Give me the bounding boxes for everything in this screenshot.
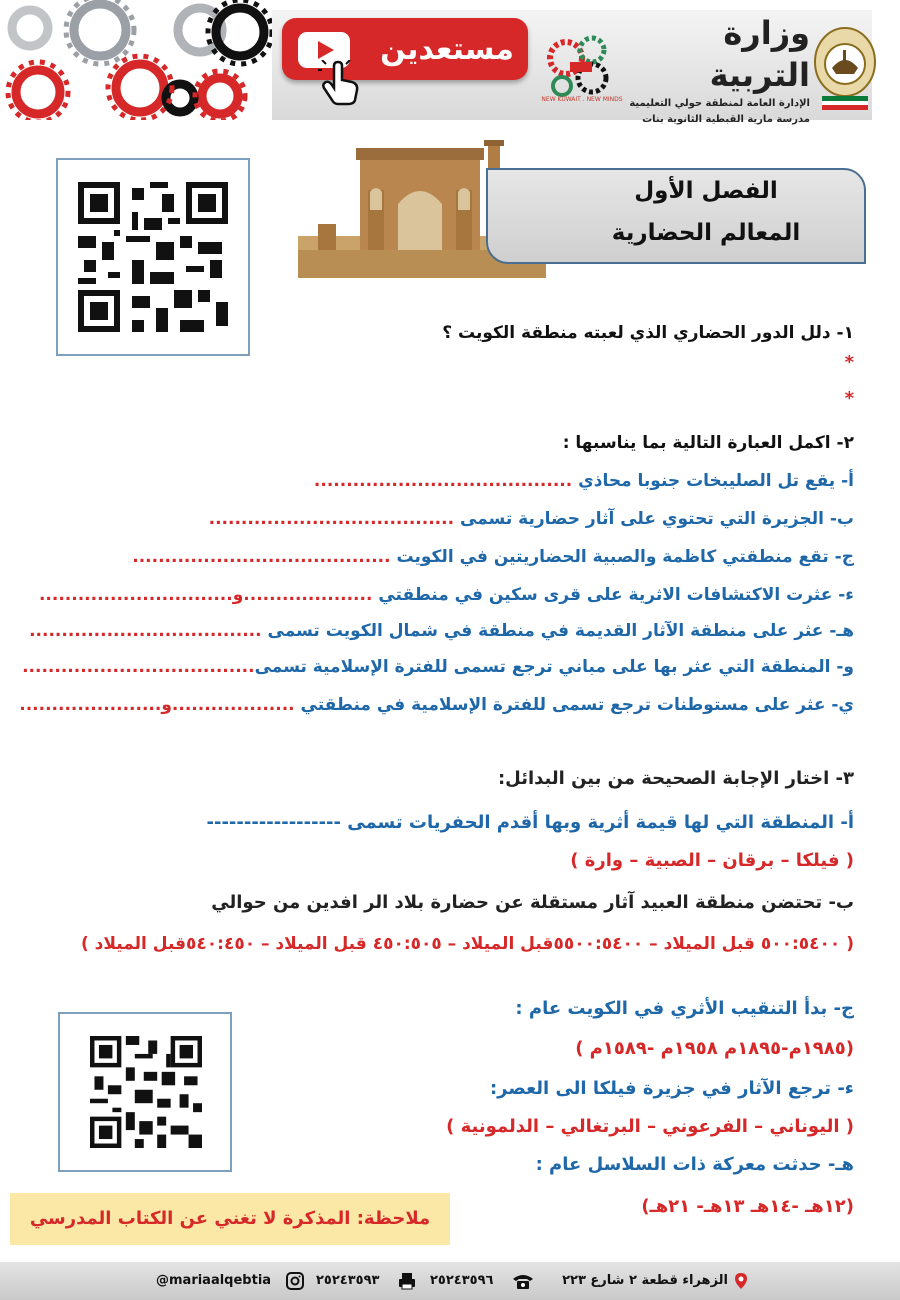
location-icon [732, 1272, 750, 1290]
footer-fax: ٢٥٢٤٣٥٩٣ [316, 1273, 380, 1288]
ministry-district: الإدارة العامة لمنطقة حولي التعليمية [629, 98, 810, 109]
page-header [0, 0, 900, 125]
question-2-item [39, 584, 854, 606]
question-3-text: ٣- اختار الإجابة الصحيحة من بين البدائل: [497, 768, 854, 789]
question-3d-options: ( اليوناني – الفرعوني – البرتغالي – الدلمونية ) [446, 1116, 854, 1137]
chapter-title-box [486, 168, 866, 264]
question-3b-options: ( ٥٠٠:٥٤٠٠ قبل الميلاد – ٥٥٠٠:٥٤٠٠قبل الميلاد – ٤٥٠:٥٠٥ قبل الميلاد – ٥٤٠:٤٥٠قبل الميلاد ) [80, 934, 854, 954]
instagram-icon [286, 1272, 304, 1290]
answer-dots: ...................................... [208, 509, 455, 529]
footer-phone: ٢٥٢٤٣٥٩٦ [430, 1273, 494, 1288]
question-2-item [132, 546, 854, 568]
question-3e-options: (١٢هـ -١٤هـ ١٣هـ- ٢١هـ) [641, 1196, 854, 1217]
footer-address: الزهراء قطعة ٢ شارع ٢٢٣ [562, 1273, 728, 1288]
new-kuwait-label: NEW KUWAIT . NEW MINDS [541, 96, 623, 103]
question-3d-text: ء- ترجع الآثار في جزيرة فيلكا الى العصر: [489, 1078, 854, 1099]
answer-dots: ....................و.............................. [38, 585, 373, 605]
question-1 [40, 320, 854, 410]
question-2 [40, 430, 854, 456]
question-3b-text: ب- تحتضن منطقة العبيد آثار مستقلة عن حضارة بلاد الر افدين من حوالي [211, 892, 854, 913]
answer-dots: .................................... [22, 657, 255, 677]
answer-bullet: * [844, 388, 854, 409]
question-3a-options: ( فيلكا – برقان – الصبية – وارة ) [570, 850, 854, 871]
hand-cursor-icon [318, 60, 364, 106]
kuwait-emblem-icon [812, 22, 878, 110]
question-3c-text: ج- بدأ التنقيب الأثري في الكويت عام : [515, 998, 854, 1019]
question-2-item [22, 656, 854, 678]
answer-dots: ...................و...................... [19, 695, 295, 715]
question-2-item [209, 508, 854, 530]
qr-code-icon[interactable] [90, 1036, 202, 1148]
school-name: مدرسة مارية القبطية الثانوية بنات [642, 114, 810, 125]
question-3c-options: (١٩٨٥م-١٨٩٥م ١٩٥٨م -١٥٨٩م ) [575, 1038, 854, 1059]
question-2-text: ٢- اكمل العبارة التالية بما يناسبها : [562, 433, 854, 453]
new-kuwait-logo-icon [540, 28, 620, 106]
item-text: هـ- عثر على منطقة الآثار القديمة في منطقة في شمال الكويت تسمى [261, 621, 854, 641]
item-text: ي- عثر على مستوطنات ترجع تسمى للفترة الإسلامية في منطقتي [294, 695, 854, 715]
item-text: ء- عثرت الاكتشافات الاثرية على قرى سكين في منطقتي [372, 585, 854, 605]
gears-icon [0, 0, 272, 120]
phone-icon [512, 1272, 534, 1290]
page-footer [0, 1262, 900, 1300]
qr-code-bottom-frame[interactable] [58, 1012, 232, 1172]
answer-dots: .................................... [29, 621, 262, 641]
disclaimer-note: ملاحظة: المذكرة لا تغني عن الكتاب المدرسي [10, 1193, 450, 1245]
item-text: ب- الجزيرة التي تحتوي على آثار حضارية تسمى [454, 509, 854, 529]
qr-code-icon[interactable] [78, 182, 228, 332]
item-text: و- المنطقة التي عثر بها على مباني ترجع تسمى للفترة الإسلامية تسمى [254, 657, 854, 677]
fax-icon [398, 1272, 416, 1290]
question-3e-text: هـ- حدثت معركة ذات السلاسل عام : [535, 1154, 854, 1175]
question-2-item [29, 620, 854, 642]
lesson-title: المعالم الحضارية [611, 220, 801, 246]
question-3a-text: أ- المنطقة التي لها قيمة أثرية وبها أقدم الحفريات تسمى ------------------ [206, 812, 854, 833]
footer-instagram[interactable]: @mariaalqebtia [156, 1273, 272, 1288]
answer-bullet: * [844, 352, 854, 373]
answer-dots: ........................................ [313, 471, 573, 491]
item-text: أ- يقع تل الصليبخات جنوبا محاذي [572, 471, 854, 491]
ministry-name: وزارة التربية [709, 14, 810, 94]
question-2-item [314, 470, 854, 492]
ministry-block [620, 12, 810, 125]
youtube-label: مستعدين [380, 31, 514, 67]
chapter-title: الفصل الأول [634, 178, 778, 204]
question-1-text: ١- دلل الدور الحضاري الذي لعبته منطقة الكويت ؟ [442, 323, 854, 343]
item-text: ج- تقع منطقتي كاظمة والصبية الحضاريتين في الكويت [390, 547, 854, 567]
question-2-item [19, 694, 854, 716]
answer-dots: ........................................ [132, 547, 391, 567]
